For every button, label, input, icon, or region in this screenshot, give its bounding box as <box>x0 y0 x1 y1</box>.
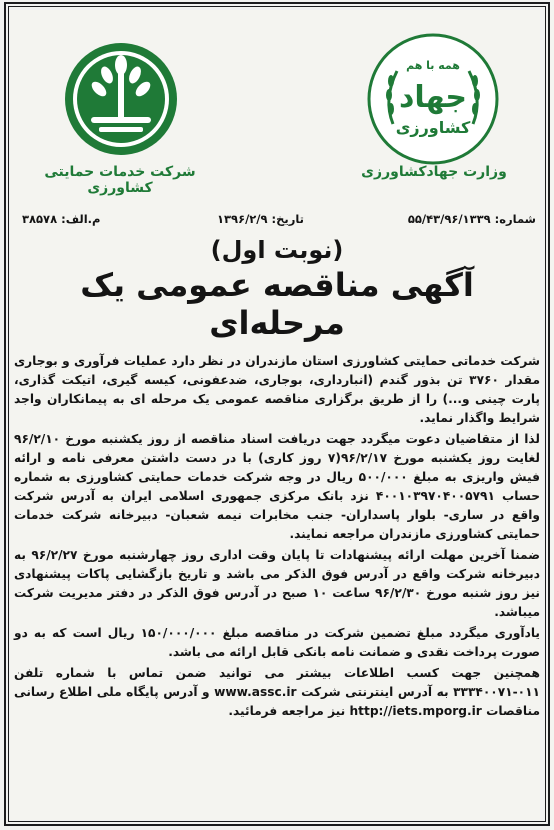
support-services-logo <box>46 24 196 174</box>
paragraph-intro: شرکت خدماتی حمایتی کشاورزی استان مازندران در نظر دارد عملیات فرآوری و بوجاری مقدار ۳۷۶۰ تن بذور گندم (انبارداری، بوجاری، ضدعفونی، کیسه گیری، اتیکت گذاری، پارت چینی و...) را از طریق برگزاری مناقصه عمومی یک مرحله ای به پیمانکاران واجد شرایط واگذار نماید. <box>14 354 540 425</box>
ministry-name: وزارت جهادکشاورزی <box>361 164 507 180</box>
paragraph-guarantee: یادآوری میگردد مبلغ تضمین شرکت در مناقصه مبلغ ۱۵۰/۰۰۰/۰۰۰ ریال است که به دو صورت پرداخت نقدی و ضمانت نامه بانکی قابل ارائه می باشد. <box>14 626 540 659</box>
tender-portal-link[interactable]: http://iets.mporg.ir <box>349 704 482 718</box>
company-website-link[interactable]: www.assc.ir <box>214 685 297 699</box>
contact-text-b: و آدرس پایگاه ملی اطلاع رسانی مناقصات <box>14 685 540 718</box>
paragraph-documents: لذا از متقاضیان دعوت میگردد جهت دریافت اسناد مناقصه از روز یکشنبه مورخ ۹۶/۲/۱۰ لغایت روز یکشنبه مورخ ۹۶/۲/۱۷(۷ روز کاری) با در دست داشتن معرفی نامه و ارائه فیش واریزی به مبلغ ۵۰۰/۰۰۰ ریال در وجه شرکت خدمات حمایتی کشاورزی به شماره حساب ۴۰۰۱۰۳۹۷۰۴۰۰۵۷۹۱ نزد بانک مرکزی جمهوری اسلامی ایران به آدرس شرکت واقع در ساری- بلوار پاسداران- جنب مخابرات نیمه شعبان- دبیرخانه شرکت خدمات حمایتی کشاورزی مازندران مراجعه نمایند. <box>14 432 541 541</box>
jihad-logo-top: همه با هم <box>406 59 460 72</box>
letter-date: تاریخ: ۱۳۹۶/۲/۹ <box>217 212 304 226</box>
notice-round: (نوبت اول) <box>210 236 344 264</box>
notice-title: آگهی مناقصه عمومی یک مرحله‌ای <box>80 266 474 342</box>
header <box>10 4 544 204</box>
jihad-logo-bottom: کشاورزی <box>395 118 471 137</box>
contact-text-a: همچنین جهت کسب اطلاعات بیشتر می توانید ضمن تماس با شماره تلفن ۰۱۱-۳۳۳۴۰۰۷۱ به آدرس اینترنتی شرکت <box>14 666 540 699</box>
reference-code: م.الف: ۳۸۵۷۸ <box>22 212 101 226</box>
contact-text-c: نیز مراجعه فرمائید. <box>228 704 346 718</box>
jihad-emblem-icon <box>363 29 503 169</box>
letter-number: شماره: ۵۵/۴۳/۹۶/۱۳۳۹ <box>407 212 536 226</box>
letter-meta <box>10 204 544 234</box>
paragraph-deadline: ضمنا آخرین مهلت ارائه پیشنهادات تا پایان وقت اداری روز چهارشنبه مورخ ۹۶/۲/۲۷ به دبیرخانه شرکت واقع در آدرس فوق الذکر می باشد و تاریخ بازگشایی پاکات پیشنهادی نیز روز شنبه مورخ ۹۶/۲/۳۰ ساعت ۱۰ صبح در آدرس فوق الذکر در دفتر مدیریت شرکت میباشد. <box>14 548 541 619</box>
jihad-logo <box>358 24 508 174</box>
jihad-logo-main: جهاد <box>398 80 468 115</box>
wheat-emblem-icon <box>61 39 181 159</box>
support-services-name: شرکت خدمات حمایتی کشاورزی <box>44 164 196 196</box>
